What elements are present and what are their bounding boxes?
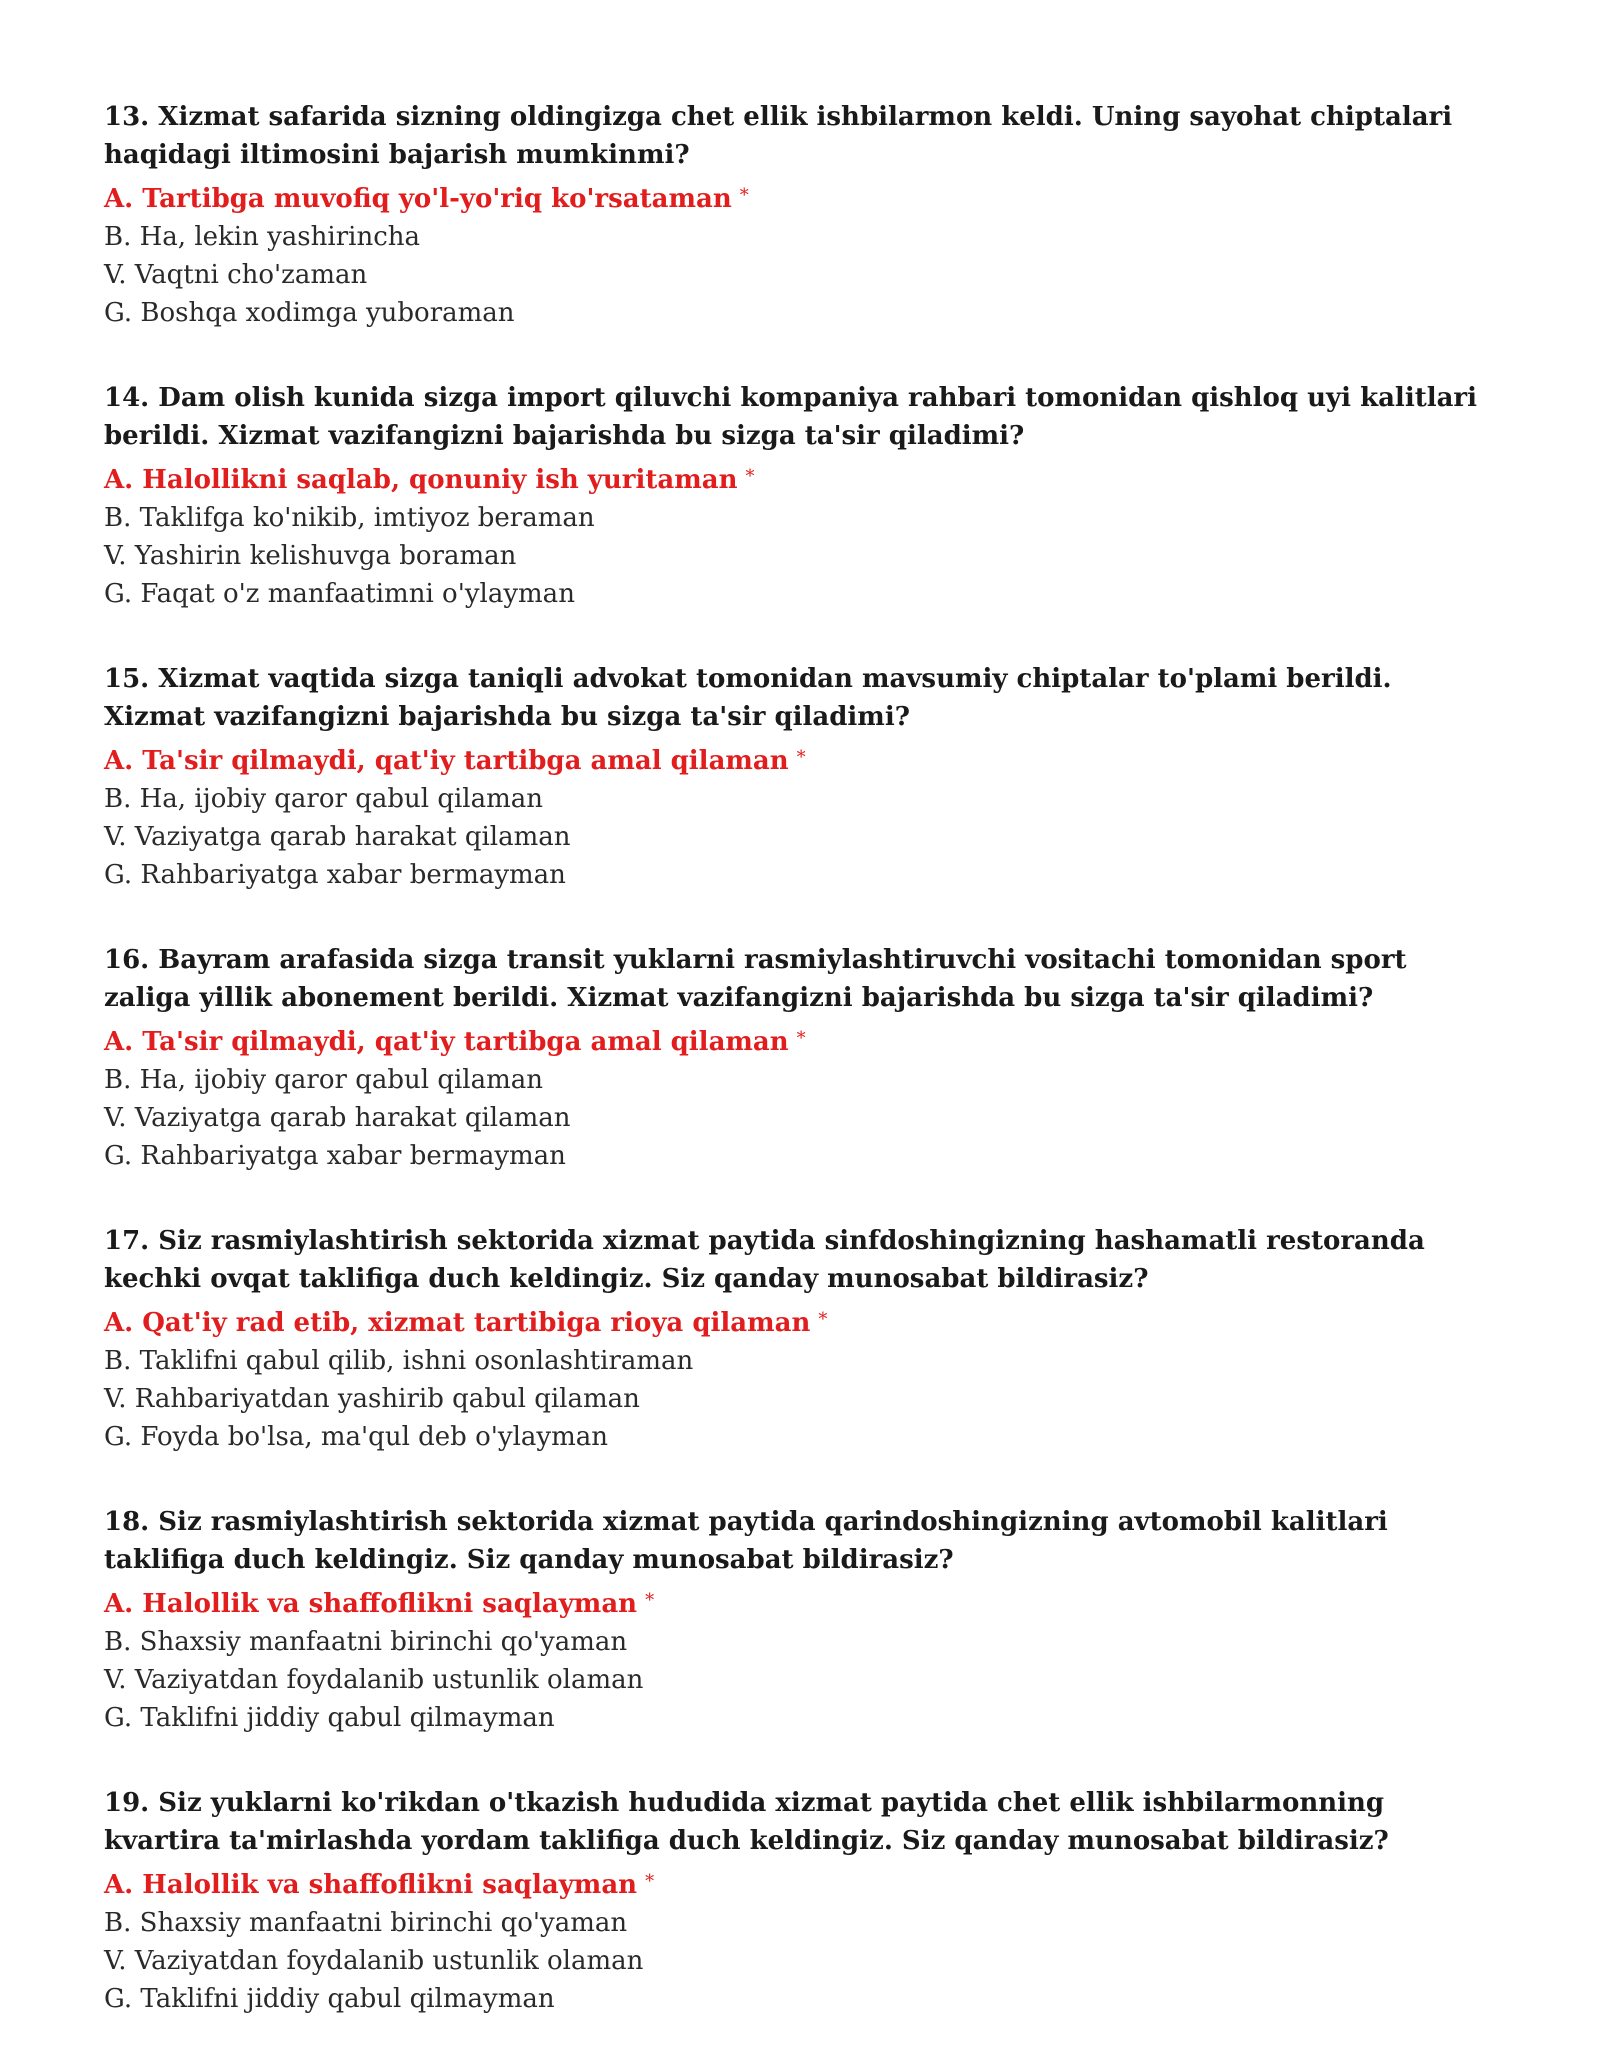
- question-text: 19. Siz yuklarni ko'rikdan o'tkazish hududida xizmat paytida chet ellik ishbilarmonning kvartira ta'mirlashda yordam taklifiga duch keldingiz. Siz qanday munosabat bildirasiz?: [104, 1788, 1389, 1856]
- answer-option-label: A. Halollik va shaffoflikni saqlayman: [104, 1589, 638, 1619]
- answer-option-label: V. Rahbariyatdan yashirib qabul qilaman: [104, 1384, 640, 1414]
- answer-option: [104, 575, 1484, 613]
- answer-option-label: V. Vaziyatga qarab harakat qilaman: [104, 822, 571, 852]
- answer-option-label: V. Vaziyatga qarab harakat qilaman: [104, 1103, 571, 1133]
- answer-option-label: G. Rahbariyatga xabar bermayman: [104, 860, 566, 890]
- answer-option-label: B. Taklifni qabul qilib, ishni osonlashtiraman: [104, 1346, 694, 1376]
- question-block-5: [104, 1222, 1484, 1456]
- question-text: 16. Bayram arafasida sizga transit yuklarni rasmiylashtiruvchi vositachi tomonidan sport zaliga yillik abonement berildi. Xizmat vazifangizni bajarishda bu sizga ta'sir qiladimi?: [104, 945, 1407, 1013]
- answer-option-correct: [104, 1301, 1484, 1342]
- answer-option-label: A. Tartibga muvofiq yo'l-yo'riq ko'rsataman: [104, 184, 732, 214]
- answer-option-correct: [104, 1582, 1484, 1623]
- answer-option-correct: [104, 739, 1484, 780]
- quiz-document: [104, 98, 1484, 2065]
- correct-answer-asterisk: *: [796, 747, 806, 768]
- answer-option-label: A. Ta'sir qilmaydi, qat'iy tartibga amal qilaman: [104, 1027, 789, 1057]
- answer-option-label: B. Ha, ijobiy qaror qabul qilaman: [104, 1065, 543, 1095]
- answer-option-label: G. Boshqa xodimga yuboraman: [104, 298, 515, 328]
- correct-answer-asterisk: *: [645, 1871, 655, 1892]
- answer-option: [104, 1904, 1484, 1942]
- question-block-2: [104, 379, 1484, 613]
- answer-option-label: G. Rahbariyatga xabar bermayman: [104, 1141, 566, 1171]
- answer-option-label: A. Halollikni saqlab, qonuniy ish yuritaman: [104, 465, 738, 495]
- answer-option: [104, 218, 1484, 256]
- question-block-1: [104, 98, 1484, 332]
- question-text: 13. Xizmat safarida sizning oldingizga chet ellik ishbilarmon keldi. Uning sayohat chiptalari haqidagi iltimosini bajarish mumkinmi?: [104, 102, 1453, 170]
- correct-answer-asterisk: *: [645, 1590, 655, 1611]
- answer-option: [104, 1661, 1484, 1699]
- answer-option: [104, 1061, 1484, 1099]
- answer-option: [104, 780, 1484, 818]
- answer-option-label: B. Shaxsiy manfaatni birinchi qo'yaman: [104, 1627, 628, 1657]
- answer-option-label: V. Vaqtni cho'zaman: [104, 260, 368, 290]
- question-text: 15. Xizmat vaqtida sizga taniqli advokat tomonidan mavsumiy chiptalar to'plami berildi. Xizmat vazifangizni bajarishda bu sizga ta'sir qiladimi?: [104, 664, 1392, 732]
- question-text: 18. Siz rasmiylashtirish sektorida xizmat paytida qarindoshingizning avtomobil kalitlari taklifiga duch keldingiz. Siz qanday munosabat bildirasiz?: [104, 1507, 1388, 1575]
- question-block-4: [104, 941, 1484, 1175]
- correct-answer-asterisk: *: [796, 1028, 806, 1049]
- options-list: [104, 1301, 1484, 1456]
- correct-answer-asterisk: *: [818, 1309, 828, 1330]
- answer-option-label: G. Foyda bo'lsa, ma'qul deb o'ylayman: [104, 1422, 608, 1452]
- answer-option: [104, 499, 1484, 537]
- answer-option-correct: [104, 1863, 1484, 1904]
- answer-option-label: G. Taklifni jiddiy qabul qilmayman: [104, 1703, 555, 1733]
- options-list: [104, 1863, 1484, 2018]
- question-block-3: [104, 660, 1484, 894]
- answer-option: [104, 537, 1484, 575]
- answer-option: [104, 256, 1484, 294]
- answer-option-label: G. Taklifni jiddiy qabul qilmayman: [104, 1984, 555, 2014]
- answer-option-label: B. Shaxsiy manfaatni birinchi qo'yaman: [104, 1908, 628, 1938]
- answer-option: [104, 1342, 1484, 1380]
- answer-option-label: V. Vaziyatdan foydalanib ustunlik olaman: [104, 1946, 644, 1976]
- answer-option-correct: [104, 177, 1484, 218]
- answer-option: [104, 856, 1484, 894]
- correct-answer-asterisk: *: [745, 466, 755, 487]
- answer-option-correct: [104, 1020, 1484, 1061]
- question-block-6: [104, 1503, 1484, 1737]
- answer-option: [104, 1980, 1484, 2018]
- answer-option-label: G. Faqat o'z manfaatimni o'ylayman: [104, 579, 575, 609]
- options-list: [104, 458, 1484, 613]
- answer-option-label: V. Yashirin kelishuvga boraman: [104, 541, 517, 571]
- answer-option-label: A. Qat'iy rad etib, xizmat tartibiga rioya qilaman: [104, 1308, 811, 1338]
- options-list: [104, 1582, 1484, 1737]
- answer-option-label: A. Halollik va shaffoflikni saqlayman: [104, 1870, 638, 1900]
- question-block-7: [104, 1784, 1484, 2018]
- answer-option: [104, 1699, 1484, 1737]
- answer-option-label: B. Ha, lekin yashirincha: [104, 222, 421, 252]
- answer-option-label: B. Taklifga ko'nikib, imtiyoz beraman: [104, 503, 595, 533]
- question-text: 17. Siz rasmiylashtirish sektorida xizmat paytida sinfdoshingizning hashamatli restoranda kechki ovqat taklifiga duch keldingiz. Siz qanday munosabat bildirasiz?: [104, 1226, 1425, 1294]
- answer-option-label: B. Ha, ijobiy qaror qabul qilaman: [104, 784, 543, 814]
- answer-option: [104, 1418, 1484, 1456]
- options-list: [104, 1020, 1484, 1175]
- answer-option: [104, 294, 1484, 332]
- answer-option: [104, 1137, 1484, 1175]
- correct-answer-asterisk: *: [739, 185, 749, 206]
- answer-option-label: A. Ta'sir qilmaydi, qat'iy tartibga amal qilaman: [104, 746, 789, 776]
- answer-option: [104, 818, 1484, 856]
- question-text: 14. Dam olish kunida sizga import qiluvchi kompaniya rahbari tomonidan qishloq uyi kalitlari berildi. Xizmat vazifangizni bajarishda bu sizga ta'sir qiladimi?: [104, 383, 1477, 451]
- answer-option: [104, 1380, 1484, 1418]
- answer-option: [104, 1099, 1484, 1137]
- options-list: [104, 739, 1484, 894]
- answer-option-correct: [104, 458, 1484, 499]
- answer-option: [104, 1623, 1484, 1661]
- answer-option: [104, 1942, 1484, 1980]
- answer-option-label: V. Vaziyatdan foydalanib ustunlik olaman: [104, 1665, 644, 1695]
- options-list: [104, 177, 1484, 332]
